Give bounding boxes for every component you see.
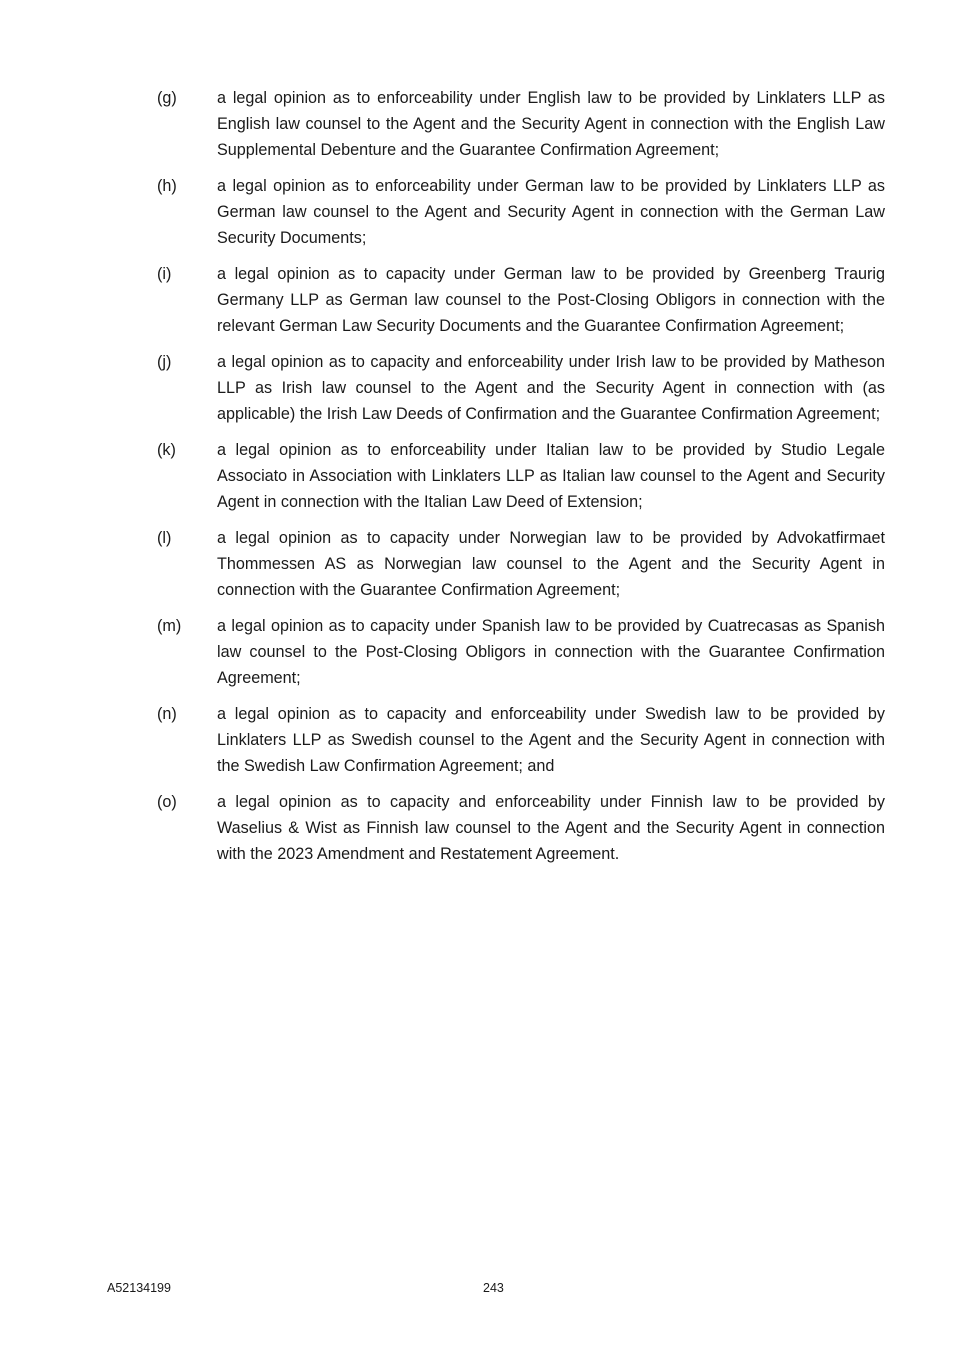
clause-j [157, 349, 885, 427]
clause-label: (h) [157, 177, 177, 195]
clause-label: (k) [157, 441, 176, 459]
clause-label: (j) [157, 353, 172, 371]
clause-label: (o) [157, 793, 177, 811]
clause-m [157, 613, 885, 691]
clause-g [157, 85, 885, 163]
clause-label: (l) [157, 529, 172, 547]
page-number: 243 [483, 1281, 504, 1295]
clause-list [157, 85, 885, 877]
clause-text: a legal opinion as to enforceability under German law to be provided by Linklaters LLP as German law counsel to the Agent and Security Agent in connection with the German Law Security Documents; [217, 177, 885, 247]
clause-text: a legal opinion as to capacity under Spanish law to be provided by Cuatrecasas as Spanish law counsel to the Post-Closing Obligors in connection with the Guarantee Confirmation Agreement; [217, 617, 885, 687]
clause-h [157, 173, 885, 251]
clause-label: (m) [157, 617, 182, 635]
clause-text: a legal opinion as to capacity under Norwegian law to be provided by Advokatfirmaet Thommessen AS as Norwegian law counsel to the Agent and the Security Agent in connection with the Guarantee Confirmation Agreement; [217, 529, 885, 599]
clause-l [157, 525, 885, 603]
clause-text: a legal opinion as to capacity under German law to be provided by Greenberg Traurig Germany LLP as German law counsel to the Post-Closing Obligors in connection with the relevant German Law Security Documents and the Guarantee Confirmation Agreement; [217, 265, 885, 335]
clause-text: a legal opinion as to capacity and enforceability under Irish law to be provided by Matheson LLP as Irish law counsel to the Agent and the Security Agent in connection with (as applicable) the Irish Law Deeds of Confirmation and the Guarantee Confirmation Agreement; [217, 353, 885, 423]
clause-i [157, 261, 885, 339]
clause-n [157, 701, 885, 779]
clause-text: a legal opinion as to capacity and enforceability under Swedish law to be provided by Linklaters LLP as Swedish counsel to the Agent and the Security Agent in connection with the Swedish Law Confirmation Agreement; and [217, 705, 885, 775]
clause-text: a legal opinion as to capacity and enforceability under Finnish law to be provided by Waselius & Wist as Finnish law counsel to the Agent and the Security Agent in connection with the 2023 Amendment and Restatement Agreement. [217, 793, 885, 863]
document-reference: A52134199 [107, 1281, 171, 1295]
clause-o [157, 789, 885, 867]
clause-text: a legal opinion as to enforceability under English law to be provided by Linklaters LLP as English law counsel to the Agent and the Security Agent in connection with the English Law Supplemental Debenture and the Guarantee Confirmation Agreement; [217, 89, 885, 159]
clause-label: (g) [157, 89, 177, 107]
clause-k [157, 437, 885, 515]
clause-label: (i) [157, 265, 172, 283]
clause-label: (n) [157, 705, 177, 723]
clause-text: a legal opinion as to enforceability under Italian law to be provided by Studio Legale Associato in Association with Linklaters LLP as Italian law counsel to the Agent and Security Agent in connection with the Italian Law Deed of Extension; [217, 441, 885, 511]
